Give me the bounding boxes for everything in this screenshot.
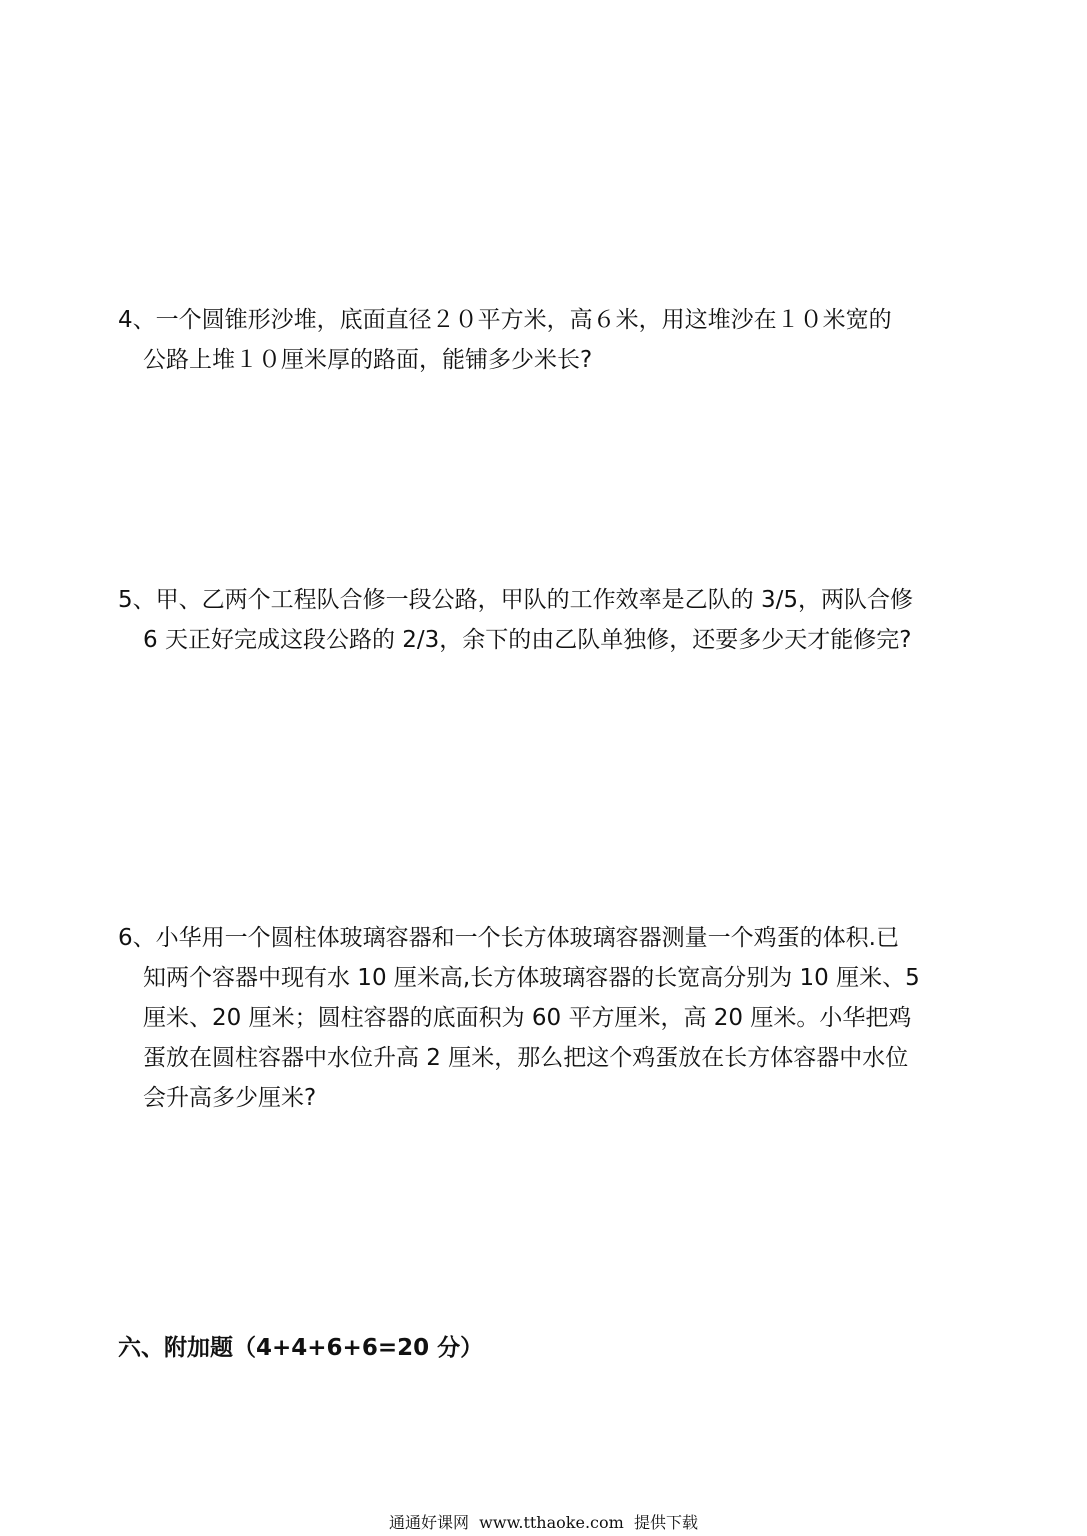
question-6-line-5: 会升高多少厘米? [143,1085,317,1111]
section-heading-bonus: 六、附加题（4+4+6+6=20 分） [118,1335,484,1361]
page-footer: 通通好课网 www.tthaoke.com 提供下载 [389,1513,698,1532]
question-6-line-2: 知两个容器中现有水 10 厘米高,长方体玻璃容器的长宽高分别为 10 厘米、5 [143,965,920,991]
question-6-line-4: 蛋放在圆柱容器中水位升高 2 厘米，那么把这个鸡蛋放在长方体容器中水位 [143,1045,909,1071]
question-5 [118,580,978,660]
question-6-line-3: 厘米、20 厘米；圆柱容器的底面积为 60 平方厘米，高 20 厘米。小华把鸡 [143,1005,912,1031]
question-4 [118,300,978,380]
question-6 [118,918,978,1118]
question-6-line-1: 6、小华用一个圆柱体玻璃容器和一个长方体玻璃容器测量一个鸡蛋的体积.已 [118,925,899,951]
question-4-line-1: 4、一个圆锥形沙堆，底面直径２０平方米，高６米，用这堆沙在１０米宽的 [118,307,892,333]
question-4-line-2: 公路上堆１０厘米厚的路面，能铺多少米长? [143,347,593,373]
question-5-line-1: 5、甲、乙两个工程队合修一段公路，甲队的工作效率是乙队的 3/5，两队合修 [118,587,913,613]
question-5-line-2: 6 天正好完成这段公路的 2/3，余下的由乙队单独修，还要多少天才能修完? [143,627,912,653]
